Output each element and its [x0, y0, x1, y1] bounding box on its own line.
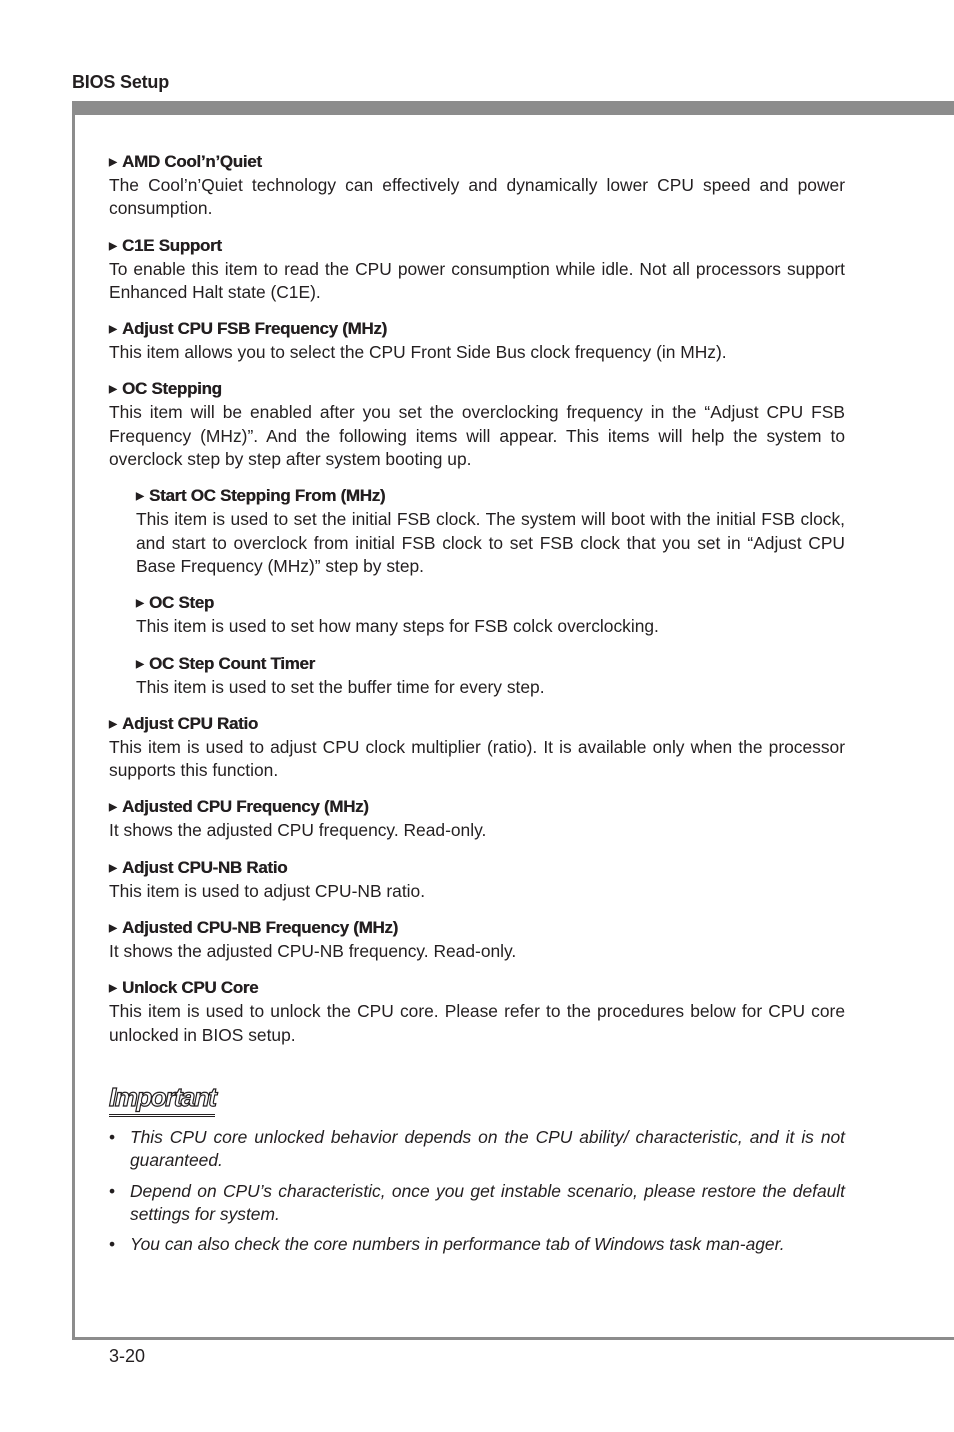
triangle-right-icon: ▶ — [109, 862, 117, 874]
bullet-icon: • — [109, 1234, 116, 1255]
triangle-right-icon: ▶ — [136, 658, 144, 670]
bios-item-description: This item is used to set how many steps for FSB colck overclocking. — [136, 616, 659, 637]
important-heading: Important — [109, 1082, 215, 1117]
bios-item-title-text: OC Step — [149, 593, 214, 613]
bios-item-description: This item allows you to select the CPU Front Side Bus clock frequency (in MHz). — [109, 342, 727, 363]
bios-item-title-text: Adjust CPU Ratio — [122, 713, 258, 733]
important-item-text: This CPU core unlocked behavior depends on the CPU ability/ characteristic, and it is not guaranteed. — [130, 1126, 845, 1171]
triangle-right-icon: ▶ — [109, 324, 117, 336]
bios-item-section — [109, 795, 845, 842]
bios-item-section — [109, 856, 845, 903]
bios-item-section — [136, 591, 845, 638]
bios-item-title-text: Adjusted CPU-NB Frequency (MHz) — [122, 918, 398, 938]
bios-item-title-text: OC Step Count Timer — [149, 653, 315, 673]
bios-item-title — [109, 377, 845, 401]
important-list-item — [109, 1233, 845, 1256]
triangle-right-icon: ▶ — [136, 598, 144, 610]
bios-item-section — [109, 712, 845, 783]
triangle-right-icon: ▶ — [109, 802, 117, 814]
triangle-right-icon: ▶ — [109, 157, 117, 168]
triangle-right-icon: ▶ — [109, 384, 117, 396]
bios-item-section — [109, 976, 845, 1047]
bios-item-title-text: Adjust CPU-NB Ratio — [122, 857, 288, 877]
footer-rule — [72, 1337, 954, 1340]
important-item-text: Depend on CPU’s characteristic, once you get instable scenario, please restore the default settings for system. — [130, 1180, 845, 1224]
bios-item-description: It shows the adjusted CPU frequency. Read-only. — [109, 820, 487, 841]
bios-item-section — [136, 484, 845, 578]
bios-item-title-text: Adjust CPU FSB Frequency (MHz) — [122, 319, 387, 339]
bios-item-description: This item is used to set the buffer time for every step. — [136, 676, 545, 697]
important-list — [109, 1126, 845, 1256]
page-number: 3-20 — [109, 1346, 146, 1366]
section-list — [109, 150, 845, 1047]
triangle-right-icon: ▶ — [109, 983, 117, 995]
important-list-item — [109, 1180, 845, 1227]
bios-item-description: This item is used to adjust CPU clock multiplier (ratio). It is available only when the processor supports this function. — [109, 736, 845, 781]
bios-item-title — [109, 795, 845, 819]
triangle-right-icon: ▶ — [109, 240, 117, 252]
bios-item-title — [136, 652, 845, 676]
bios-item-description: This item is used to set the initial FSB clock. The system will boot with the initial FSB clock, and start to overclock from initial FSB clock to set FSB clock that you set in “Adjust CPU Base Frequency (MHz)” step by step. — [136, 509, 845, 576]
bios-item-section — [109, 916, 845, 963]
bios-item-title — [136, 591, 845, 615]
left-margin-rule — [72, 101, 75, 1340]
bios-item-description: This item is used to adjust CPU-NB ratio. — [109, 880, 426, 901]
bios-item-title — [109, 712, 845, 736]
bios-item-title — [109, 916, 845, 940]
bios-item-title — [136, 484, 845, 508]
bios-item-title-text: C1E Support — [122, 235, 222, 255]
bios-item-title-text: OC Stepping — [122, 379, 222, 399]
bios-item-title-text: Unlock CPU Core — [122, 978, 259, 998]
bios-item-title — [109, 856, 845, 880]
bios-item-title — [109, 976, 845, 1000]
bios-item-section — [109, 377, 845, 471]
bios-item-title-text: Start OC Stepping From (MHz) — [149, 486, 386, 506]
bios-item-title — [109, 150, 845, 174]
bullet-icon: • — [109, 1126, 116, 1147]
important-item-text: You can also check the core numbers in performance tab of Windows task man-ager. — [130, 1234, 785, 1255]
bios-item-section — [109, 234, 845, 305]
bullet-icon: • — [109, 1180, 116, 1201]
triangle-right-icon: ▶ — [109, 923, 117, 935]
bios-item-description: This item is used to unlock the CPU core. Please refer to the procedures below for CPU core unlocked in BIOS setup. — [109, 1001, 845, 1045]
bios-item-title-text: AMD Cool’n’Quiet — [122, 152, 262, 171]
page-content — [109, 150, 845, 1263]
triangle-right-icon: ▶ — [136, 491, 144, 503]
bios-item-title — [109, 317, 845, 341]
header-rule — [72, 101, 954, 115]
bios-item-description: This item will be enabled after you set the overclocking frequency in the “Adjust CPU FSB Frequency (MHz)”. And the following items will appear. This items will help the system to overclock step by step after system booting up. — [109, 402, 845, 470]
bios-item-section — [109, 317, 845, 364]
bios-item-description: The Cool’n’Quiet technology can effectively and dynamically lower CPU speed and power consumption. — [109, 175, 845, 219]
page-header-title: BIOS Setup — [72, 72, 170, 92]
important-list-item — [109, 1126, 845, 1173]
bios-item-section — [109, 150, 845, 221]
bios-item-title — [109, 234, 845, 258]
triangle-right-icon: ▶ — [109, 718, 117, 730]
bios-item-description: It shows the adjusted CPU-NB frequency. Read-only. — [109, 941, 517, 962]
bios-item-section — [136, 652, 845, 699]
bios-item-title-text: Adjusted CPU Frequency (MHz) — [122, 797, 369, 817]
bios-item-description: To enable this item to read the CPU power consumption while idle. Not all processors support Enhanced Halt state (C1E). — [109, 258, 845, 302]
